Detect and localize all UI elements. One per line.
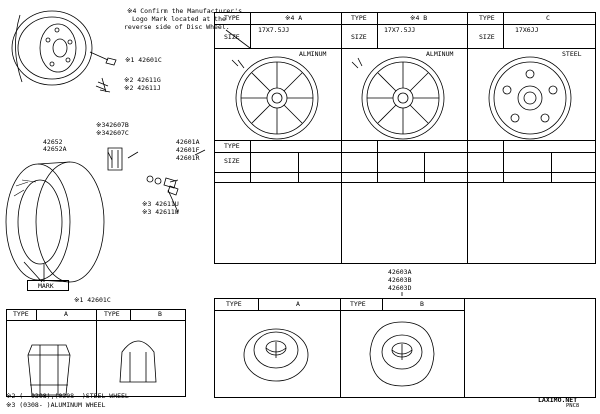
cap-type-label-a: TYPE [226, 300, 242, 308]
lower-type-label: TYPE [224, 142, 240, 150]
cap-col-a: A [296, 300, 300, 308]
wheel-material-c: STEEL [562, 50, 582, 58]
wheel-size-label-a: SIZE [224, 33, 240, 41]
part-42611j[interactable]: ※2 42611J [124, 84, 161, 92]
cap-col-b: B [420, 300, 424, 308]
wheel-size-a: 17X7.5JJ [258, 26, 290, 34]
nut-col-b: B [158, 310, 162, 318]
part-42652[interactable]: 42652 [43, 138, 63, 146]
disc-wheel-drawing [12, 11, 92, 85]
wheel-type-table [214, 12, 596, 264]
wheel-material-b: ALMINUM [426, 50, 454, 58]
wheel-type-label-c: TYPE [479, 14, 495, 22]
nut-type-label-a: TYPE [13, 310, 29, 318]
mark-label: MARK [38, 282, 54, 290]
lower-size-label: SIZE [224, 157, 240, 165]
wheel-size-b: 17X7.5JJ [384, 26, 416, 34]
note-line-1: ※4 Confirm the Manufacturer's [127, 7, 243, 15]
nut-type-label-b: TYPE [104, 310, 120, 318]
cap-type-table [214, 298, 596, 398]
cap-type-label-b: TYPE [350, 300, 366, 308]
watermark: LAXIMO.NET [538, 396, 578, 404]
wheel-type-c: C [546, 14, 550, 22]
wheel-material-a: ALMINUM [299, 50, 327, 58]
part-42611u[interactable]: ※3 42611U [142, 200, 179, 208]
part-42601a[interactable]: 42601A [176, 138, 200, 146]
wheel-size-label-c: SIZE [479, 33, 495, 41]
wheel-type-b: ※4 B [410, 14, 428, 22]
part-342607c[interactable]: ※342607C [96, 129, 129, 137]
part-42611w[interactable]: ※3 42611W [142, 208, 179, 216]
part-42601f[interactable]: 42601F [176, 146, 200, 154]
part-42601r[interactable]: 42601R [176, 154, 200, 162]
part-42601c[interactable]: ※1 42601C [125, 56, 162, 64]
part-42652a[interactable]: 42652A [43, 145, 67, 153]
note-line-3: reverse side of Disc Wheel. [124, 23, 230, 31]
part-42603d[interactable]: 42603D [388, 284, 412, 292]
wheel-size-c: 17X6JJ [515, 26, 539, 34]
part-342607b[interactable]: ※342607B [96, 121, 129, 129]
wheel-type-label-b: TYPE [351, 14, 367, 22]
nut-col-a: A [64, 310, 68, 318]
wheel-size-label-b: SIZE [351, 33, 367, 41]
part-42611g[interactable]: ※2 42611G [124, 76, 161, 84]
footnote-1: ※2 ( -0308),(0308- )STEEL WHEEL [6, 392, 129, 400]
mark-label-box [27, 280, 69, 291]
tire-drawing [6, 162, 104, 282]
part-42603a[interactable]: 42603A [388, 268, 412, 276]
wheel-type-a: ※4 A [285, 14, 303, 22]
part-42601c-bottom[interactable]: ※1 42601C [74, 296, 111, 304]
diagram-code: PNC8 [566, 403, 580, 409]
wheel-type-label-a: TYPE [224, 14, 240, 22]
part-42603b[interactable]: 42603B [388, 276, 412, 284]
footnote-2: ※3 (0308- )ALUMINUM WHEEL [6, 401, 106, 409]
note-line-2: Logo Mark located at the [132, 15, 226, 23]
